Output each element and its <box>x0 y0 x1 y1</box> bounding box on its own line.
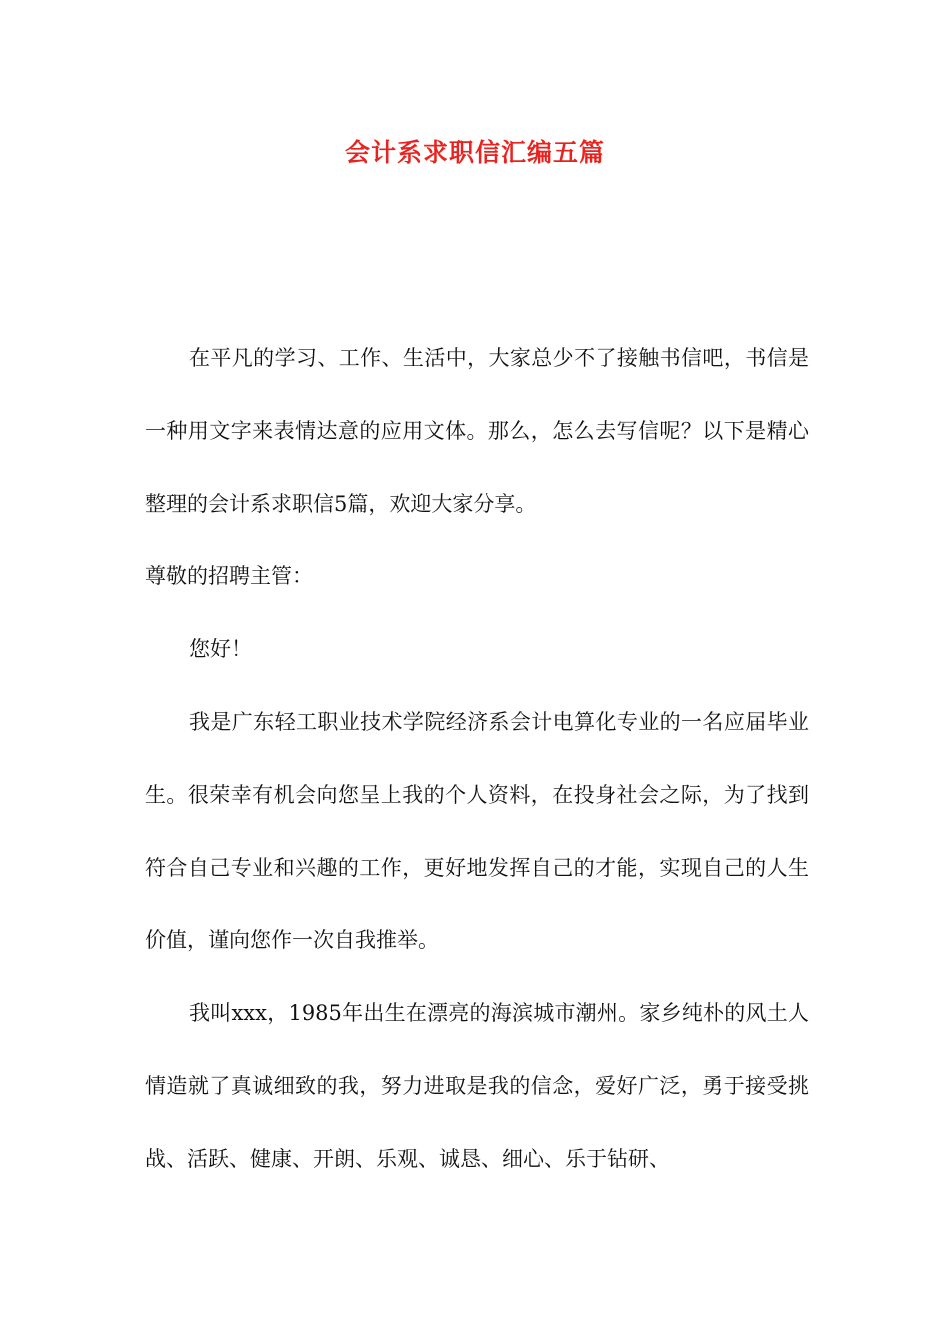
salutation: 尊敬的招聘主管： <box>145 564 313 589</box>
self-introduction-paragraph: 我是广东轻工职业技术学院经济系会计电算化专业的一名应届毕业生。很荣幸有机会向您呈上我的个人资料，在投身社会之际，为了找到符合自己专业和兴趣的工作，更好地发挥自己的才能，实现自己的人生价值，谨向您作一次自我推举。 <box>145 709 809 953</box>
greeting: 您好！ <box>189 637 252 662</box>
document-body <box>145 322 809 1196</box>
intro-paragraph: 在平凡的学习、工作、生活中，大家总少不了接触书信吧，书信是一种用文字来表情达意的应用文体。那么，怎么去写信呢？以下是精心整理的会计系求职信5篇，欢迎大家分享。 <box>145 346 809 516</box>
background-paragraph: 我叫xxx，1985年出生在漂亮的海滨城市潮州。家乡纯朴的风土人情造就了真诚细致的我，努力进取是我的信念，爱好广泛，勇于接受挑战、活跃、健康、开朗、乐观、诚恳、细心、乐于钻研、 <box>145 1001 809 1171</box>
document-title: 会计系求职信汇编五篇 <box>344 138 605 167</box>
